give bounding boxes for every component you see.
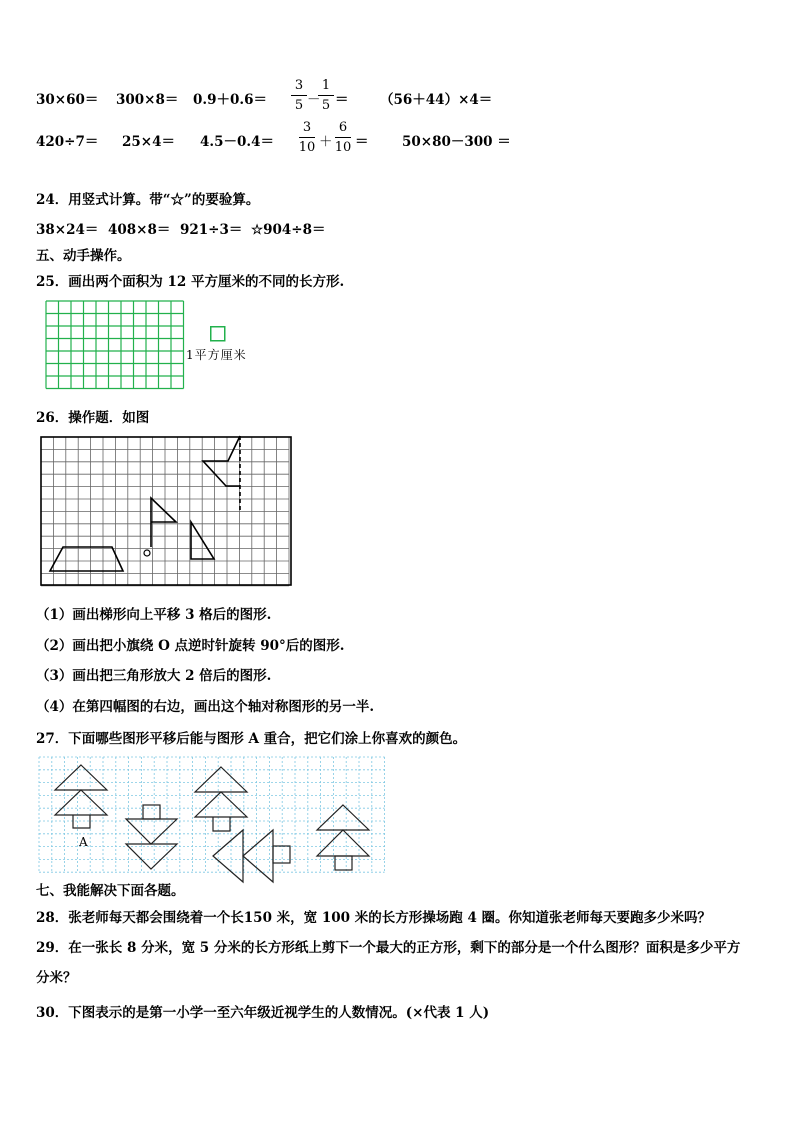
q26-task-3: （3）画出把三角形放大 2 倍后的图形. (36, 668, 272, 684)
tree-translated (195, 767, 247, 831)
denominator: 10 (334, 140, 352, 155)
equals-sign: ＝ (335, 92, 349, 108)
q27-title: 27．下面哪些图形平移后能与图形 A 重合，把它们涂上你喜欢的颜色。 (36, 731, 467, 747)
fraction-r2-1 (296, 120, 318, 155)
minus-sign: － (307, 92, 321, 108)
calc-r2-a: 420÷7＝ (36, 134, 99, 150)
tree-rotated (213, 830, 290, 882)
calc-r1-c: 0.9＋0.6＝ (193, 92, 267, 108)
section-5-heading: 五、动手操作。 (36, 248, 131, 264)
calc-r2-e: 50×80－300 ＝ (402, 134, 511, 150)
numerator: 3 (294, 78, 304, 93)
numerator: 1 (321, 78, 331, 93)
q24-item-3: 921÷3＝ (180, 222, 243, 238)
tree-a (55, 765, 107, 828)
q26-title: 26．操作题．如图 (36, 410, 150, 426)
half-symmetric-shape (203, 436, 240, 486)
q27-tree-grid-figure (38, 756, 388, 874)
calc-r1-e: （56＋44）×4＝ (380, 92, 493, 108)
denominator: 10 (298, 140, 316, 155)
denominator: 5 (321, 98, 331, 113)
q26-task-2: （2）画出把小旗绕 O 点逆时针旋转 90°后的图形. (36, 638, 345, 654)
q26-task-4: （4）在第四幅图的右边，画出这个轴对称图形的另一半. (36, 699, 375, 715)
q26-task-1: （1）画出梯形向上平移 3 格后的图形. (36, 607, 272, 623)
denominator: 5 (294, 98, 304, 113)
numerator: 6 (338, 120, 348, 135)
trapezoid (50, 547, 123, 571)
q29-line-1: 29．在一张长 8 分米，宽 5 分米的长方形纸上剪下一个最大的正方形，剩下的部分是一个什么图形？面积是多少平方 (36, 940, 741, 956)
section-7-heading: 七、我能解决下面各题。 (36, 883, 185, 899)
label-a: A (79, 835, 88, 849)
equals-sign: ＝ (355, 134, 369, 150)
q26-grid-figure (40, 436, 292, 586)
fraction-bar (335, 137, 351, 138)
fraction-bar (291, 95, 307, 96)
calc-r1-b: 300×8＝ (116, 92, 179, 108)
q24-item-4: ☆904÷8＝ (251, 222, 326, 238)
flag (151, 498, 176, 547)
unit-square (210, 326, 226, 342)
q29-line-2: 分米？ (36, 970, 77, 986)
plus-sign: ＋ (319, 134, 333, 150)
fraction-r1-2 (315, 78, 337, 113)
q24-item-1: 38×24＝ (36, 222, 99, 238)
q25-title: 25．画出两个面积为 12 平方厘米的不同的长方形. (36, 274, 345, 290)
calc-r2-b: 25×4＝ (122, 134, 175, 150)
fraction-bar (299, 137, 315, 138)
q30-text: 30．下图表示的是第一小学一至六年级近视学生的人数情况。(×代表 1 人) (36, 1005, 490, 1021)
q28-text: 28．张老师每天都会围绕着一个长150 米，宽 100 米的长方形操场跑 4 圈。你知道张老师每天要跑多少米吗？ (36, 910, 712, 926)
tree-other (317, 805, 369, 870)
fraction-bar (318, 95, 334, 96)
numerator: 3 (302, 120, 312, 135)
unit-square-label: 1平方厘米 (186, 348, 247, 362)
point-o (144, 550, 150, 556)
calc-r1-a: 30×60＝ (36, 92, 99, 108)
fraction-r2-2 (332, 120, 354, 155)
q25-green-grid (45, 300, 185, 392)
q24-item-2: 408×8＝ (108, 222, 171, 238)
calc-r2-c: 4.5－0.4＝ (200, 134, 274, 150)
q24-title: 24．用竖式计算。带“☆”的要验算。 (36, 192, 260, 208)
